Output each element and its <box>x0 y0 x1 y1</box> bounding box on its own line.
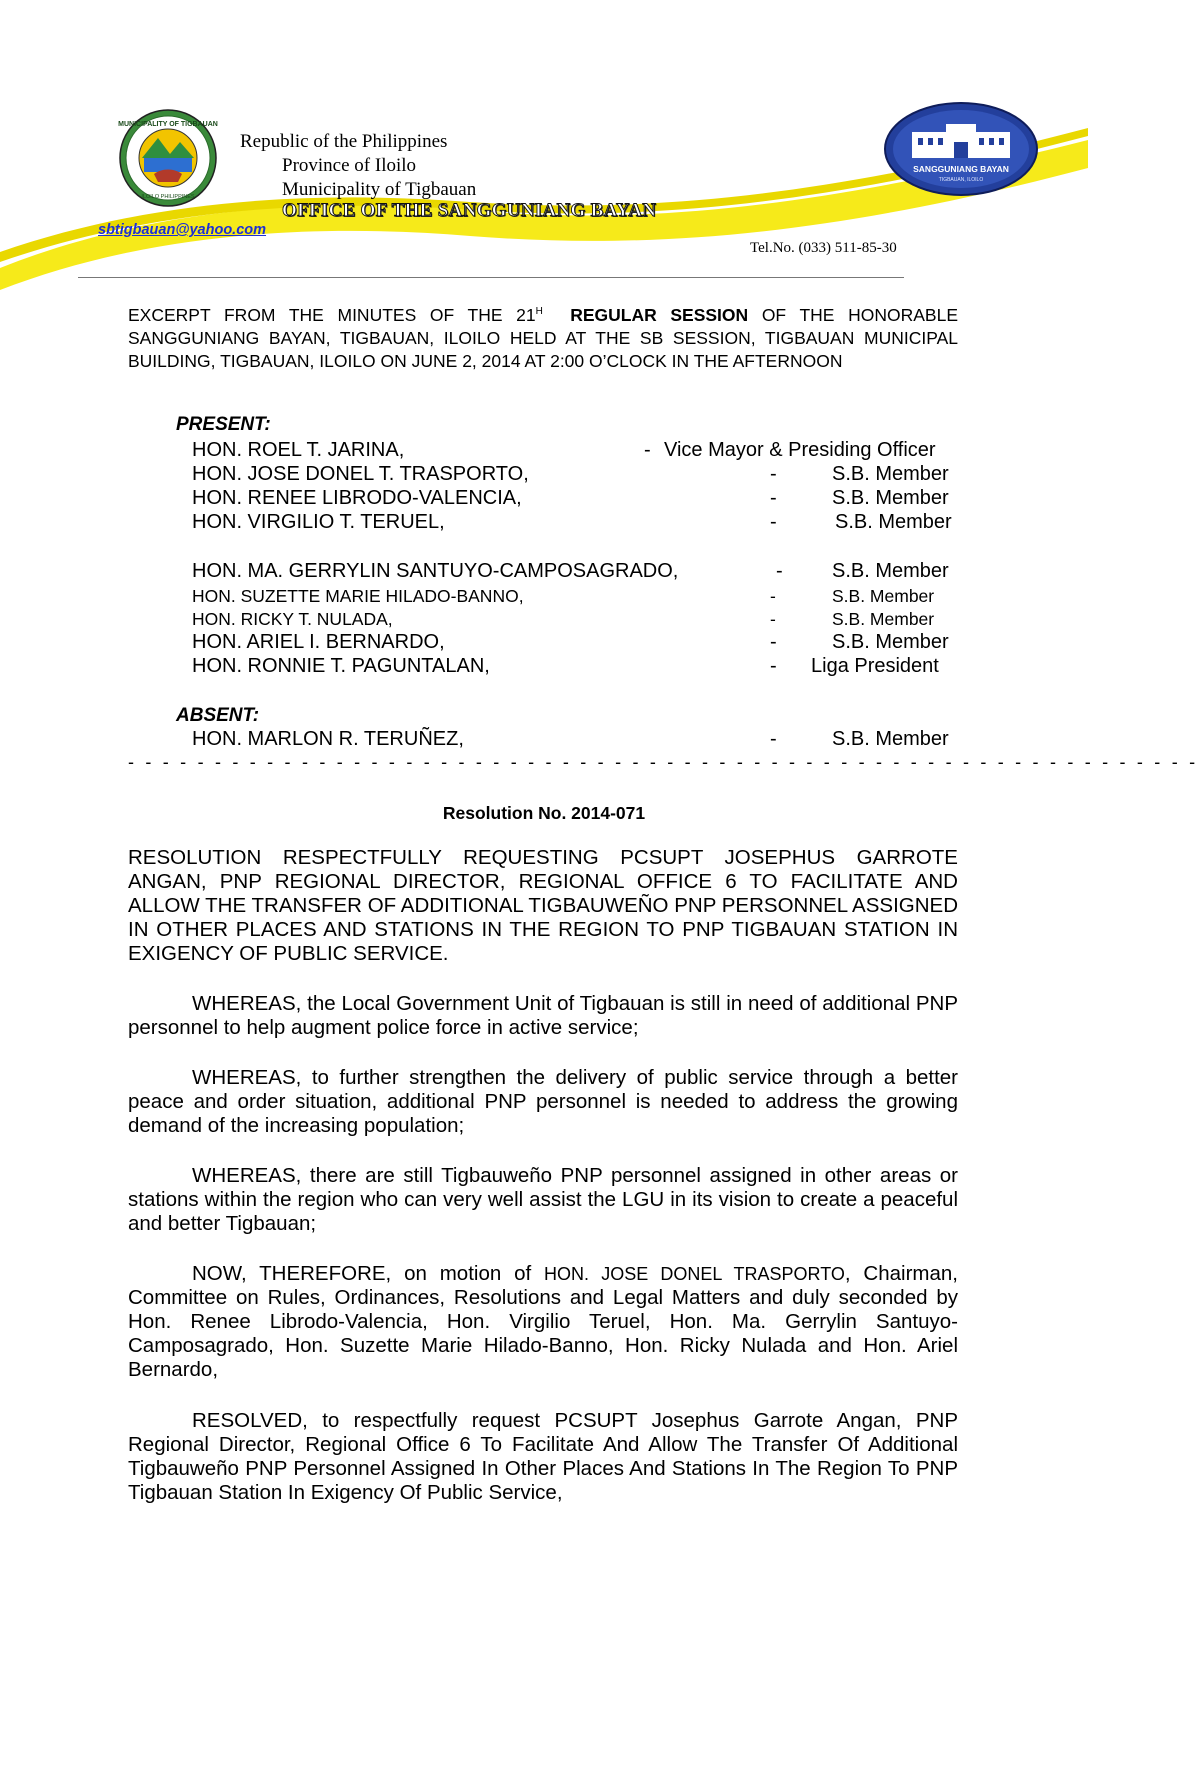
email-link[interactable]: sbtigbauan@yahoo.com <box>98 222 267 238</box>
resolution-title: RESOLUTION RESPECTFULLY REQUESTING PCSUPT JOSEPHUS GARROTE ANGAN, PNP REGIONAL DIRECTOR, REGIONAL OFFICE 6 TO FACILITATE AND ALLOW THE TRANSFER OF ADDITIONAL TIGBAUWEÑO PNP PERSONNEL ASSIGNED IN OTHER PLACES AND STATIONS IN THE REGION TO PNP TIGBAUAN STATION IN EXIGENCY OF PUBLIC SERVICE. <box>128 846 958 965</box>
telephone-number: Tel.No. (033) 511-85-30 <box>750 240 897 256</box>
svg-text:ILOILO PHILIPPINES: ILOILO PHILIPPINES <box>141 194 195 200</box>
whereas-paragraph-1: WHEREAS, the Local Government Unit of Tigbauan is still in need of additional PNP personnel to help augment police force in active service; <box>128 992 958 1039</box>
office-title: OFFICE OF THE SANGGUNIANG BAYAN <box>282 200 657 221</box>
now-therefore-text-end: , Chairman, Committee on Rules, Ordinances, Resolutions and Legal Matters and duly seconded by Hon. Renee Librodo-Valencia, Hon. Virgilio Teruel, Hon. Ma. Gerrylin Santuyo-Camposagrado, Hon. Suzette Marie Hilado-Banno, Hon. Ricky Nulada and Hon. Ariel Bernardo, <box>128 1262 958 1381</box>
attendee-dash: - <box>770 511 777 533</box>
attendee-role: S.B. Member <box>832 609 935 629</box>
whereas-paragraph-2: WHEREAS, to further strengthen the delivery of public service through a better peace and order situation, additional PNP personnel is needed to address the growing demand of the increasing population; <box>128 1066 958 1137</box>
attendee-name: HON. RONNIE T. PAGUNTALAN, <box>192 655 490 677</box>
absentee-row <box>192 728 958 752</box>
attendee-row <box>192 655 958 679</box>
attendee-dash: - <box>770 586 776 606</box>
attendee-row <box>192 511 958 535</box>
resolution-number: Resolution No. 2014-071 <box>442 803 646 823</box>
now-therefore-text-start: NOW, THEREFORE, on motion of <box>192 1262 545 1285</box>
attendee-name: HON. RICKY T. NULADA, <box>192 609 393 629</box>
attendee-dash: - <box>776 560 783 582</box>
mover-name: HON. JOSE DONEL TRASPORTO <box>544 1264 845 1284</box>
absent-label: ABSENT: <box>176 705 260 726</box>
attendee-name: HON. RENEE LIBRODO-VALENCIA, <box>192 487 522 509</box>
absentee-dash: - <box>770 728 777 750</box>
whereas-paragraph-3: WHEREAS, there are still Tigbauweño PNP personnel assigned in other areas or stations within the region who can very well assist the LGU in its vision to create a peaceful and better Tigbauan; <box>128 1164 958 1235</box>
attendee-role: S.B. Member <box>832 487 949 509</box>
absentee-role: S.B. Member <box>832 728 949 750</box>
attendee-name: HON. ARIEL I. BERNARDO, <box>192 631 445 653</box>
attendee-role: S.B. Member <box>832 631 949 653</box>
attendee-row <box>192 631 958 655</box>
municipality-line: Municipality of Tigbauan <box>282 179 477 200</box>
attendee-name: HON. JOSE DONEL T. TRASPORTO, <box>192 463 529 485</box>
svg-text:MUNICIPALITY OF TIGBAUAN: MUNICIPALITY OF TIGBAUAN <box>118 121 218 128</box>
excerpt-paragraph <box>128 300 958 373</box>
excerpt-bold-text: REGULAR SESSION <box>570 304 749 325</box>
attendee-row <box>192 560 958 584</box>
province-line: Province of Iloilo <box>282 155 417 176</box>
attendee-role: Liga President <box>811 655 939 677</box>
attendee-role: S.B. Member <box>835 511 952 533</box>
attendee-role: S.B. Member <box>832 586 935 606</box>
present-label: PRESENT: <box>176 414 271 435</box>
excerpt-superscript: H <box>535 306 543 317</box>
attendee-role: Vice Mayor & Presiding Officer <box>664 439 936 461</box>
attendee-dash: - <box>770 487 777 509</box>
attendee-dash: - <box>644 439 651 461</box>
sangguniang-bayan-logo <box>884 102 1038 196</box>
header-divider <box>78 277 904 278</box>
attendee-dash: - <box>770 609 776 629</box>
attendee-row <box>192 463 958 487</box>
excerpt-text-start: EXCERPT FROM THE MINUTES OF THE 21 <box>128 304 536 325</box>
attendee-dash: - <box>770 655 777 677</box>
dashed-separator: - - - - - - - - - - - - - - - - - - - - - - - - - - - - - - - - - - - - - - - - - - - - - - - - - - - - - - - - - - - - - - <box>128 752 1198 772</box>
attendee-name: HON. VIRGILIO T. TERUEL, <box>192 511 445 533</box>
republic-line: Republic of the Philippines <box>240 131 448 152</box>
attendee-dash: - <box>770 463 777 485</box>
attendee-name: HON. ROEL T. JARINA, <box>192 439 405 461</box>
excerpt-text-end: OF THE HONORABLE SANGGUNIANG BAYAN, TIGBAUAN, ILOILO HELD AT THE SB SESSION, TIGBAUAN MUNICIPAL BUILDING, TIGBAUAN, ILOILO ON JUNE 2, 2014 AT 2:00 O’CLOCK IN THE AFTERNOON <box>128 304 958 371</box>
attendee-role: S.B. Member <box>832 463 949 485</box>
now-therefore-paragraph <box>128 1262 958 1382</box>
resolved-paragraph: RESOLVED, to respectfully request PCSUPT Josephus Garrote Angan, PNP Regional Director, Regional Office 6 To Facilitate And Allow The Transfer Of Additional Tigbauweño PNP Personnel Assigned In Other Places And Stations In The Region To PNP Tigbauan Station In Exigency Of Public Service, <box>128 1409 958 1504</box>
attendee-row <box>192 439 958 463</box>
attendee-row <box>192 609 958 633</box>
attendee-row <box>192 487 958 511</box>
attendee-name: HON. SUZETTE MARIE HILADO-BANNO, <box>192 586 524 606</box>
svg-text:TIGBAUAN, ILOILO: TIGBAUAN, ILOILO <box>938 177 984 183</box>
attendee-name: HON. MA. GERRYLIN SANTUYO-CAMPOSAGRADO, <box>192 560 679 582</box>
svg-text:SANGGUNIANG BAYAN: SANGGUNIANG BAYAN <box>913 164 1009 174</box>
attendee-row <box>192 586 958 610</box>
absentee-name: HON. MARLON R. TERUÑEZ, <box>192 728 464 750</box>
attendee-dash: - <box>770 631 777 653</box>
municipal-seal-logo <box>118 108 218 208</box>
attendee-role: S.B. Member <box>832 560 949 582</box>
